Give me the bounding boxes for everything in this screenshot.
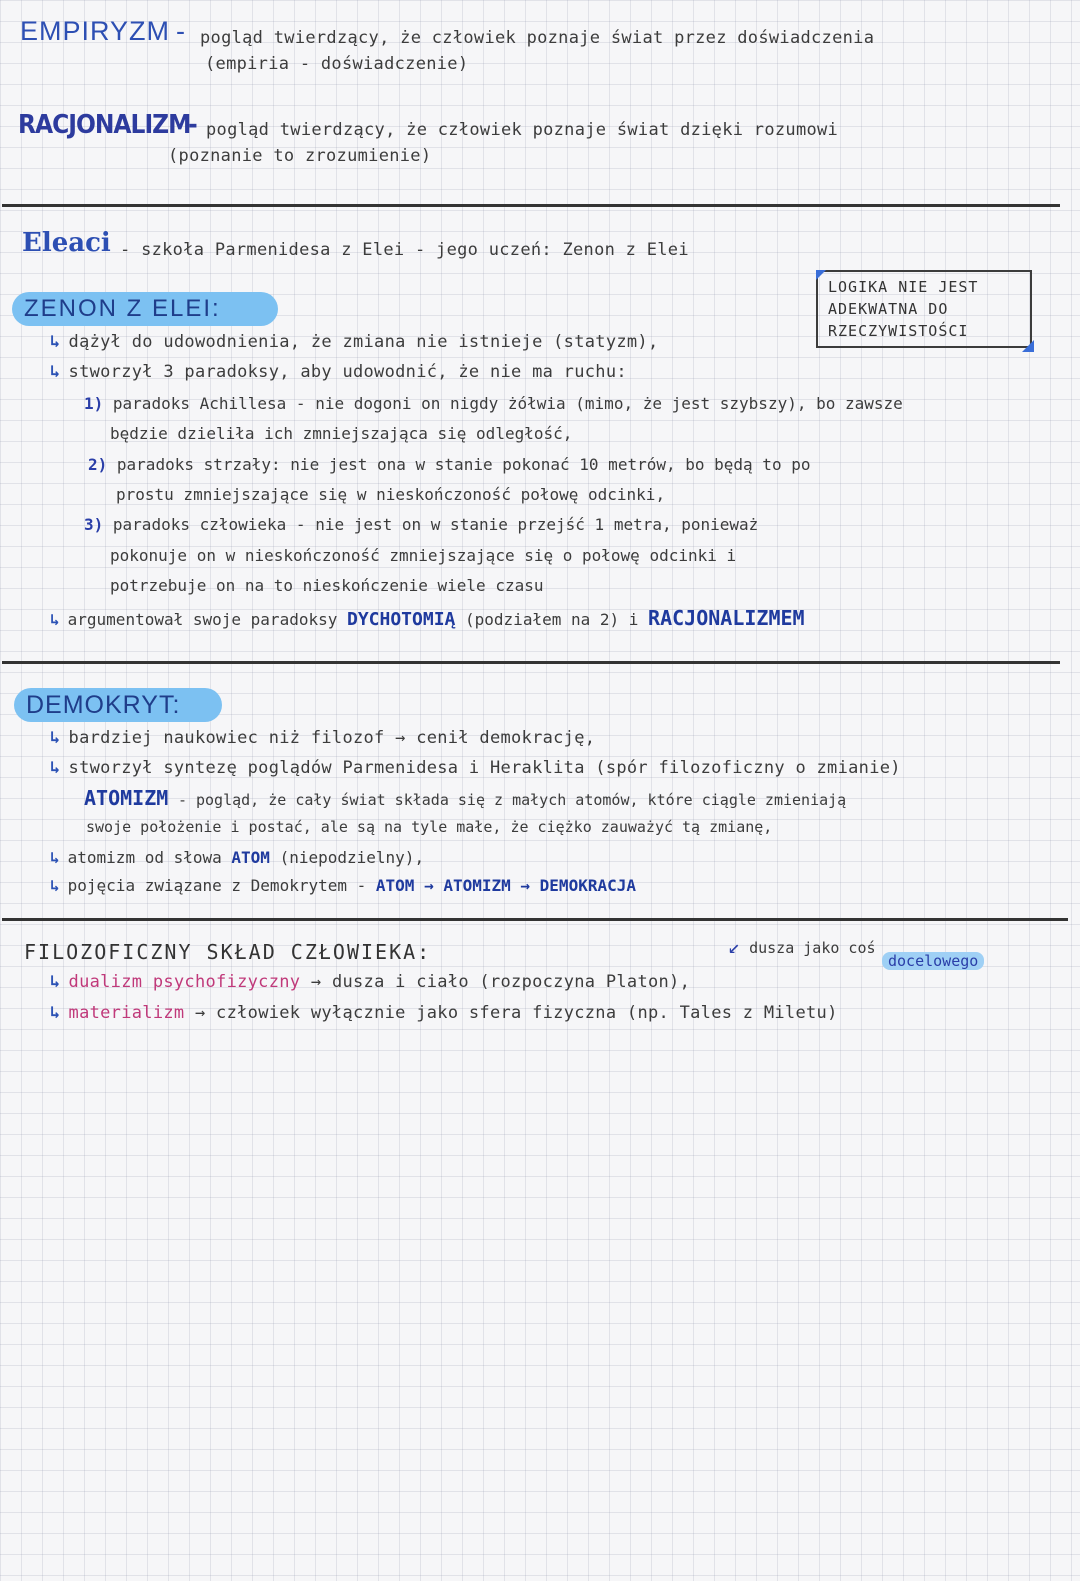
paradox-2-line-2: prostu zmniejszające się w nieskończoność połowę odcinki, [116,485,666,504]
arrow-icon: ↳ [50,1003,61,1023]
racjonalizm-definition: pogląd twierdzący, że człowiek poznaje świat dzięki rozumowi [206,120,839,140]
paradox-2-line-1: 2) paradoks strzały: nie jest ona w stanie pokonać 10 metrów, bo będą to po [88,455,811,474]
arrow-icon: ↳ [50,728,61,748]
demokryt-bullet-3: ↳ atomizm od słowa ATOM (niepodzielny), [50,848,425,867]
dualizm-term: dualizm psychofizyczny [68,972,301,992]
paradox-3-line-2: pokonuje on w nieskończoność zmniejszające się o połowę odcinki i [110,546,737,565]
concept-chain: ATOM → ATOMIZM → DEMOKRACJA [375,876,636,895]
demokryt-title: DEMOKRYT: [14,688,222,722]
atom-term: ATOM [231,848,270,867]
sklad-title: FILOZOFICZNY SKŁAD CZŁOWIEKA: [24,940,432,964]
paradox-3-line-3: potrzebuje on na to nieskończenie wiele czasu [110,576,544,595]
arrow-icon: ↳ [50,848,60,867]
empiryzm-dash: - [176,16,186,46]
arrow-icon: ↳ [50,972,61,992]
racjonalizm-dash: - [188,110,197,140]
divider-1 [2,204,1060,207]
empiryzm-note: (empiria - doświadczenie) [205,54,469,74]
box-corner-top-left [816,270,826,280]
sklad-note: ↙ dusza jako coś [728,934,876,958]
paradox-1-line-2: będzie dzieliła ich zmniejszająca się odległość, [110,424,573,443]
atomizm-def-line-2: swoje położenie i postać, ale są na tyle małe, że ciężko zauważyć tą zmianę, [86,818,773,836]
box-line-1: LOGIKA NIE JEST [828,278,979,296]
sklad-bullet-2: ↳ materializm → człowiek wyłącznie jako sfera fizyczna (np. Tales z Miletu) [50,1003,838,1023]
empiryzm-term: EMPIRYZM [20,16,171,46]
atomizm-def-line-1: ATOMIZM - pogląd, że cały świat składa się z małych atomów, które ciągle zmieniają [84,786,847,810]
zenon-bullet-1: ↳ dążył do udowodnienia, że zmiana nie istnieje (statyzm), [50,332,659,352]
eleaci-term: Eleaci [22,228,111,258]
atomizm-term: ATOMIZM [84,786,169,810]
dychotomia-term: DYCHOTOMIĄ [347,609,456,630]
box-line-2: ADEKWATNA DO [828,300,949,318]
arrow-icon: ↳ [50,876,60,895]
demokryt-bullet-1: ↳ bardziej naukowiec niż filozof → cenił demokrację, [50,728,596,748]
arrow-icon: ↳ [50,332,61,352]
arrow-icon: ↳ [50,758,61,778]
racjonalizm-term: RACJONALIZM [18,110,191,140]
zenon-argument: ↳ argumentował swoje paradoksy DYCHOTOMIĄ (podziałem na 2) i RACJONALIZMEM [50,606,805,630]
racjonalizm-note: (poznanie to zrozumienie) [168,146,432,166]
box-line-3: RZECZYWISTOŚCI [828,322,969,340]
zenon-bullet-2: ↳ stworzył 3 paradoksy, aby udowodnić, że nie ma ruchu: [50,362,627,382]
divider-3 [2,918,1068,921]
eleaci-line: - szkoła Parmenidesa z Elei - jego uczeń: Zenon z Elei [120,240,689,260]
divider-2 [2,661,1060,664]
sklad-bullet-1: ↳ dualizm psychofizyczny → dusza i ciało (rozpoczyna Platon), [50,972,691,992]
logic-note-box [816,270,1032,348]
demokryt-bullet-2: ↳ stworzył syntezę poglądów Parmenidesa i Heraklita (spór filozoficzny o zmianie) [50,758,901,778]
paradox-1-line-1: 1) paradoks Achillesa - nie dogoni on nigdy żółwia (mimo, że jest szybszy), bo zawsze [84,394,903,413]
box-corner-bottom-right [1022,340,1034,352]
materializm-term: materializm [68,1003,185,1023]
racjonalizm-ref: RACJONALIZMEM [648,606,805,630]
demokryt-bullet-4: ↳ pojęcia związane z Demokrytem - ATOM → ATOMIZM → DEMOKRACJA [50,876,636,895]
arrow-icon: ↳ [50,610,60,629]
curved-arrow-icon: ↙ [728,934,741,958]
empiryzm-definition: pogląd twierdzący, że człowiek poznaje świat przez doświadczenia [200,28,875,48]
zenon-title: ZENON Z ELEI: [12,292,278,326]
paradox-3-line-1: 3) paradoks człowieka - nie jest on w stanie przejść 1 metra, ponieważ [84,515,759,534]
sklad-note-highlight: docelowego [882,952,984,970]
arrow-icon: ↳ [50,362,61,382]
